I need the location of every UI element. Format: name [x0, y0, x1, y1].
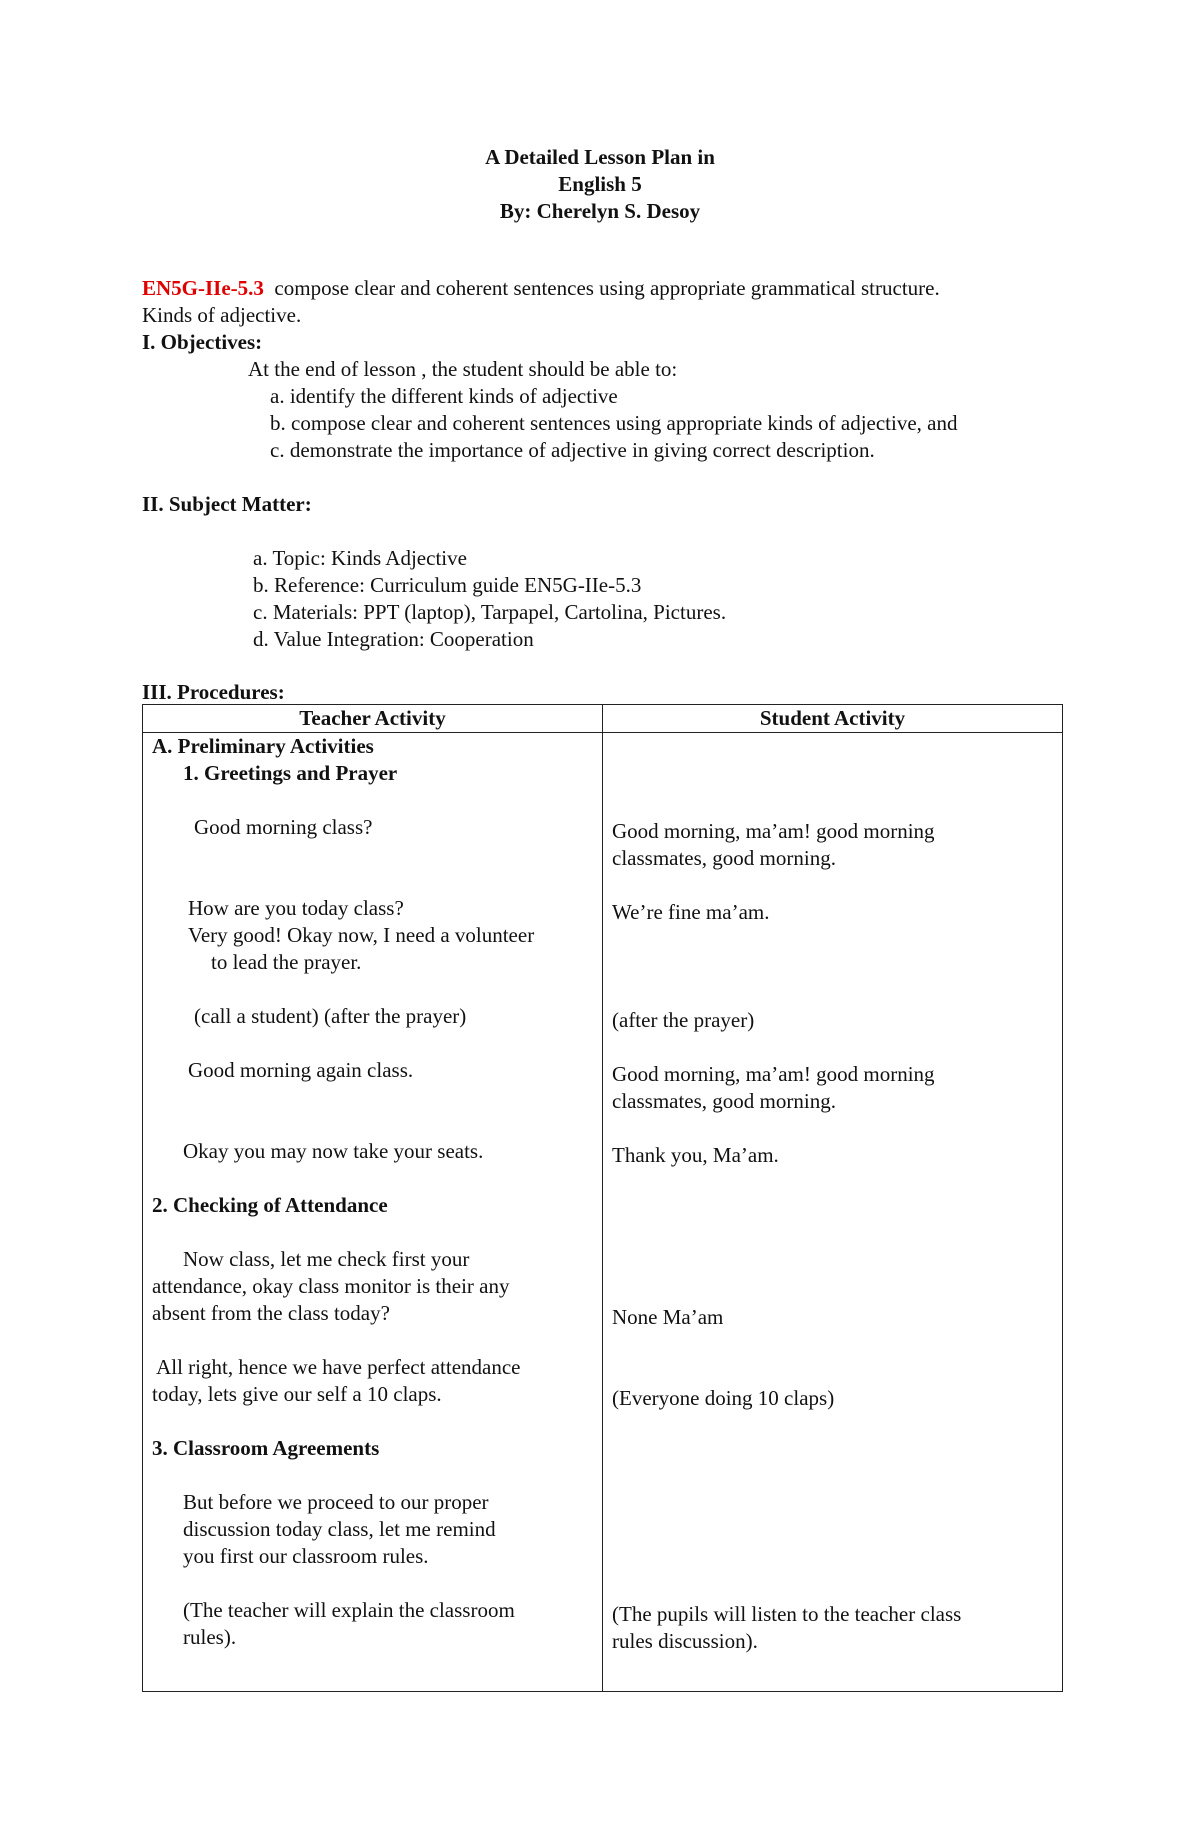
student-line: We’re fine ma’am.: [612, 900, 770, 924]
preliminary-activities-heading: A. Preliminary Activities: [152, 734, 374, 758]
teacher-line: attendance, okay class monitor is their any: [152, 1274, 510, 1298]
student-line: (Everyone doing 10 claps): [612, 1386, 835, 1410]
procedures-table: [142, 704, 1063, 1692]
teacher-line: But before we proceed to our proper: [183, 1490, 489, 1514]
subject-matter-item: d. Value Integration: Cooperation: [253, 627, 534, 651]
subject-matter-item: c. Materials: PPT (laptop), Tarpapel, Cartolina, Pictures.: [253, 600, 727, 624]
title-line-2: English 5: [558, 172, 642, 196]
objectives-heading: I. Objectives:: [142, 330, 263, 354]
subject-matter-item: b. Reference: Curriculum guide EN5G-IIe-5.3: [253, 573, 642, 597]
student-line: classmates, good morning.: [612, 846, 836, 870]
teacher-line: Now class, let me check first your: [183, 1247, 470, 1271]
procedures-heading: III. Procedures:: [142, 680, 285, 704]
greetings-heading: 1. Greetings and Prayer: [183, 761, 398, 785]
teacher-line: How are you today class?: [188, 896, 404, 920]
teacher-line: (The teacher will explain the classroom: [183, 1598, 515, 1622]
subject-matter-heading: II. Subject Matter:: [142, 492, 312, 516]
teacher-line: Good morning class?: [194, 815, 373, 839]
teacher-line: Very good! Okay now, I need a volunteer: [188, 923, 535, 947]
teacher-line: Okay you may now take your seats.: [183, 1139, 484, 1163]
teacher-line: (call a student) (after the prayer): [194, 1004, 467, 1028]
student-line: Good morning, ma’am! good morning: [612, 1062, 935, 1086]
objectives-intro: At the end of lesson , the student should be able to:: [248, 357, 678, 381]
student-line: None Ma’am: [612, 1305, 724, 1329]
student-line: Good morning, ma’am! good morning: [612, 819, 935, 843]
author-line: By: Cherelyn S. Desoy: [499, 199, 701, 223]
student-activity-cell: [603, 733, 1063, 1692]
teacher-line: All right, hence we have perfect attendance: [152, 1355, 521, 1379]
attendance-heading: 2. Checking of Attendance: [152, 1193, 388, 1217]
student-line: rules discussion).: [612, 1629, 758, 1653]
teacher-line: Good morning again class.: [188, 1058, 414, 1082]
objective-item: b. compose clear and coherent sentences using appropriate kinds of adjective, and: [270, 411, 958, 435]
competency-text: compose clear and coherent sentences using appropriate grammatical structure.: [274, 276, 940, 300]
title-line-1: A Detailed Lesson Plan in: [485, 145, 715, 169]
teacher-activity-header: Teacher Activity: [143, 705, 603, 733]
competency-line: [142, 275, 940, 302]
objective-item: a. identify the different kinds of adjective: [270, 384, 618, 408]
teacher-line: rules).: [183, 1625, 237, 1649]
teacher-activity-cell: [143, 733, 603, 1692]
teacher-line: discussion today class, let me remind: [183, 1517, 496, 1541]
subject-matter-item: a. Topic: Kinds Adjective: [253, 546, 467, 570]
teacher-line: you first our classroom rules.: [183, 1544, 429, 1568]
student-line: (The pupils will listen to the teacher class: [612, 1602, 962, 1626]
agreements-heading: 3. Classroom Agreements: [152, 1436, 380, 1460]
teacher-line: absent from the class today?: [152, 1301, 390, 1325]
student-activity-header: Student Activity: [603, 705, 1063, 733]
teacher-line: to lead the prayer.: [211, 950, 362, 974]
objective-item: c. demonstrate the importance of adjective in giving correct description.: [270, 438, 875, 462]
teacher-line: today, lets give our self a 10 claps.: [152, 1382, 442, 1406]
student-line: (after the prayer): [612, 1008, 755, 1032]
student-line: classmates, good morning.: [612, 1089, 836, 1113]
competency-code: EN5G-IIe-5.3: [142, 276, 264, 300]
topic-line: Kinds of adjective.: [142, 303, 302, 327]
student-line: Thank you, Ma’am.: [612, 1143, 779, 1167]
table-row: [143, 733, 1063, 1692]
table-header-row: [143, 705, 1063, 733]
